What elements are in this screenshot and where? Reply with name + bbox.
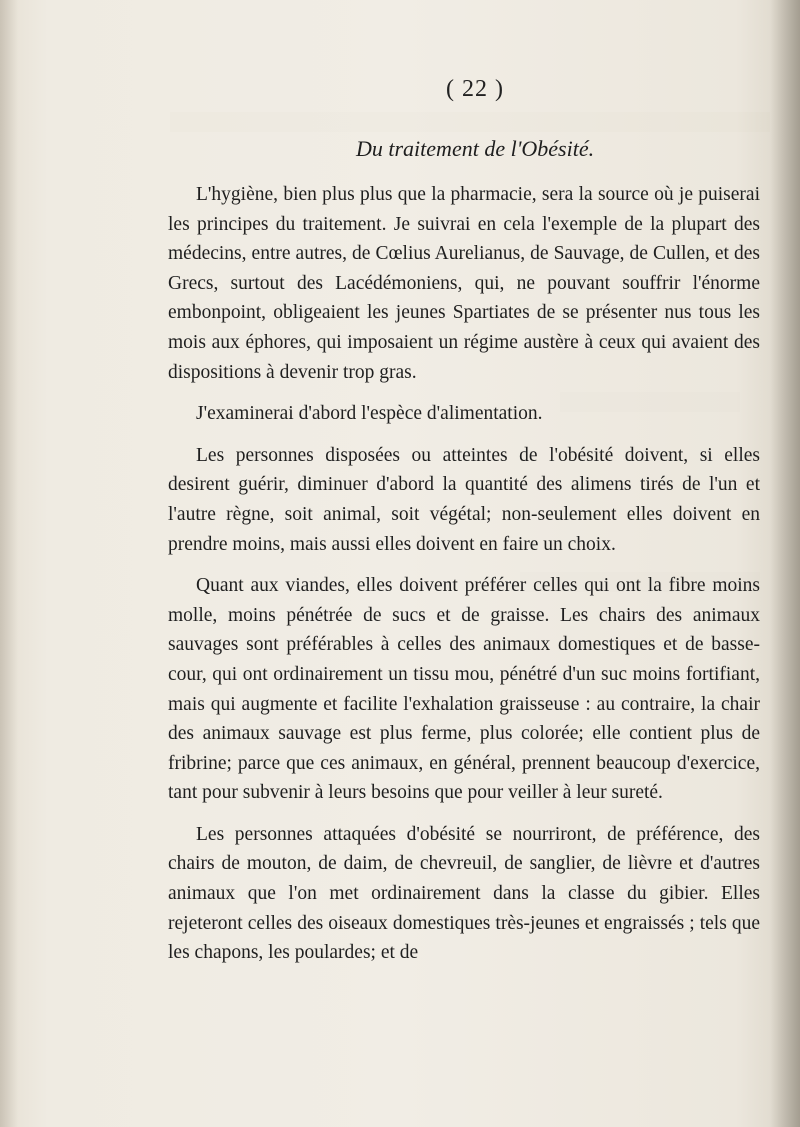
- paragraph-chairs: Les personnes attaquées d'obésité se nourriront, de préférence, des chairs de mouton, de daim, de chevreuil, de sanglier, de lièvre et d'autres animaux que l'on met ordinairement dans la classe du gibier. Elles rejeteront celles des oiseaux domestiques très-jeunes et engraissés ; tels que les chapons, les poulardes; et de: [168, 823, 760, 964]
- page-number: ( 22 ): [446, 76, 504, 102]
- bleed-through-line: [170, 112, 770, 132]
- paragraph-alimentation: J'examinerai d'abord l'espèce d'alimentation.: [196, 403, 543, 425]
- paragraph-quantite: Les personnes disposées ou atteintes de l'obésité doivent, si elles desirent guérir, diminuer d'abord la quantité des alimens tirés de l'un et l'autre règne, soit animal, soit végétal; non-seulement elles doivent en prendre moins, mais aussi elles doivent en faire un choix.: [168, 444, 760, 555]
- paragraph-viandes: Quant aux viandes, elles doivent préférer celles qui ont la fibre moins molle, moins pénétrée de sucs et de graisse. Les chairs des animaux sauvages sont préférables à celles des animaux domestiques et de basse-cour, qui ont ordinairement un tissu mou, pénétré d'un suc moins fortifiant, mais qui augmente et facilite l'exhalation graisseuse : au contraire, la chair des animaux sauvage est plus ferme, plus colorée; elle contient plus de fribrine; parce que ces animaux, en général, prennent beaucoup d'exercice, tant pour subvenir à leurs besoins que pour veiller à leur sureté.: [168, 575, 760, 804]
- paragraph-hygiene: L'hygiène, bien plus plus que la pharmacie, sera la source où je puiserai les principes du traitement. Je suivrai en cela l'exemple de la plupart des médecins, entre autres, de Cœlius Aurelianus, de Sauvage, de Cullen, et des Grecs, surtout des Lacédémoniens, qui, ne pouvant souffrir l'énorme embonpoint, obligeaient les jeunes Spartiates de se présenter nus tous les mois aux éphores, qui imposaient un régime austère à ceux qui avaient des dispositions à devenir trop gras.: [168, 184, 760, 383]
- section-title: Du traitement de l'Obésité.: [356, 136, 595, 161]
- page-edge-right: [770, 0, 800, 1127]
- page-edge-left: [0, 0, 18, 1127]
- body-text: [168, 180, 760, 968]
